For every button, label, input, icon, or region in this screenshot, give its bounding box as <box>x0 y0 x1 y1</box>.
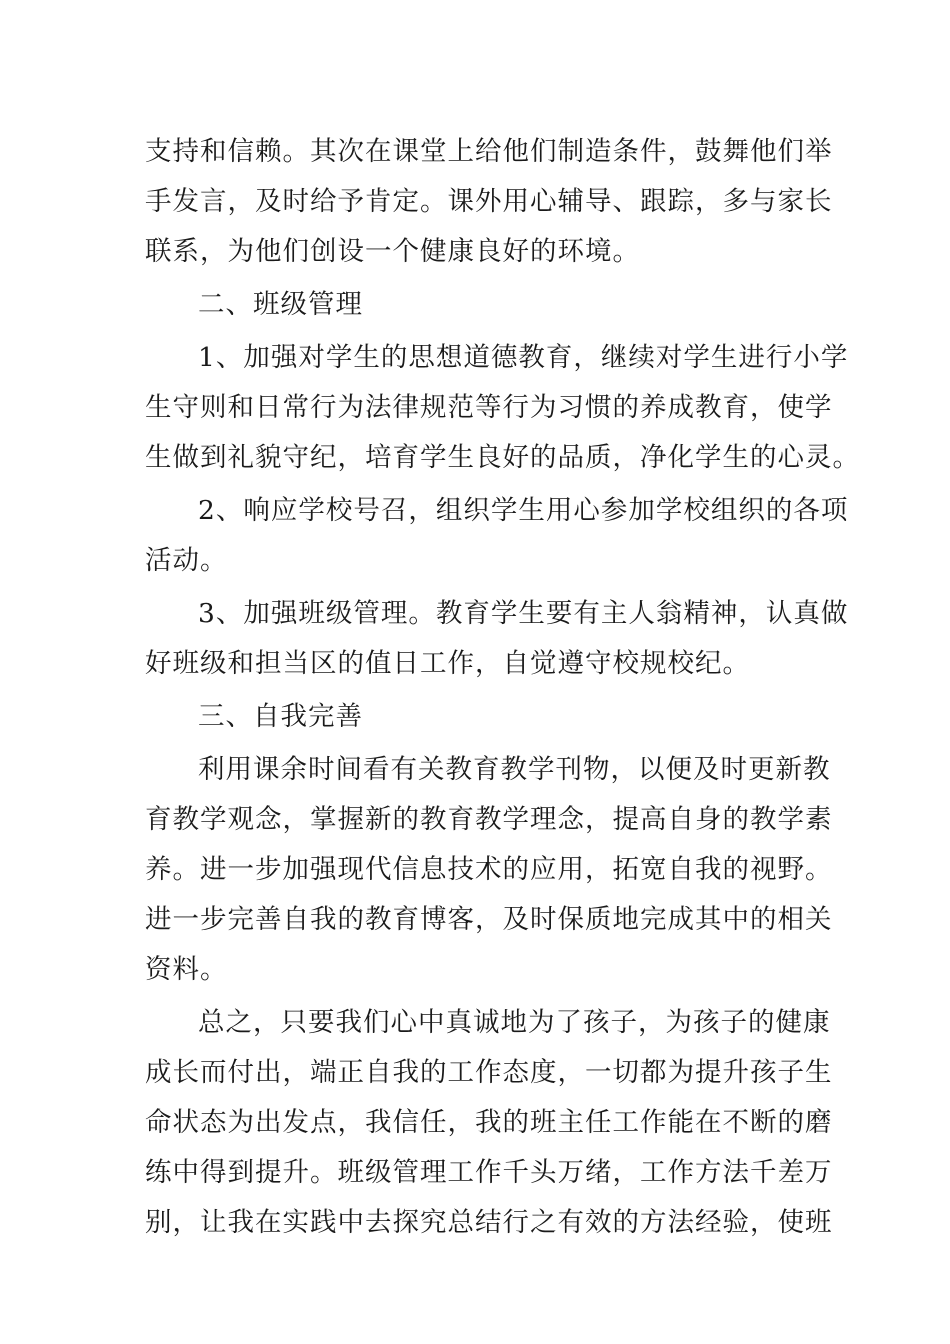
paragraph <box>145 589 849 689</box>
text-line: 生做到礼貌守纪，培育学生良好的品质，净化学生的心灵。 <box>145 442 860 473</box>
paragraph <box>145 998 833 1248</box>
text-line: 手发言，及时给予肯定。课外用心辅导、跟踪，多与家长 <box>145 186 833 217</box>
text-line: 三、自我完善 <box>198 701 363 732</box>
text-line: 利用课余时间看有关教育教学刊物，以便及时更新教 <box>198 754 831 785</box>
section-heading <box>145 692 807 742</box>
text-line: 命状态为出发点，我信任，我的班主任工作能在不断的磨 <box>145 1107 833 1138</box>
text-line: 练中得到提升。班级管理工作千头万绪，工作方法千差万 <box>145 1157 833 1188</box>
text-line: 育教学观念，掌握新的教育教学理念，提高自身的教学素 <box>145 804 833 835</box>
text-line: 成长而付出，端正自我的工作态度，一切都为提升孩子生 <box>145 1057 833 1088</box>
text-line: 总之，只要我们心中真诚地为了孩子，为孩子的健康 <box>198 1007 831 1038</box>
text-line: 2、响应学校号召，组织学生用心参加学校组织的各项 <box>198 495 849 526</box>
text-line: 二、班级管理 <box>198 289 363 320</box>
text-line: 进一步完善自我的教育博客，及时保质地完成其中的相关 <box>145 904 833 935</box>
text-line: 生守则和日常行为法律规范等行为习惯的养成教育，使学 <box>145 392 833 423</box>
text-line: 养。进一步加强现代信息技术的应用，拓宽自我的视野。 <box>145 854 833 885</box>
text-line: 资料。 <box>145 954 228 985</box>
text-line: 3、加强班级管理。教育学生要有主人翁精神，认真做 <box>198 598 849 629</box>
document-body <box>145 127 860 1251</box>
text-line: 好班级和担当区的值日工作，自觉遵守校规校纪。 <box>145 648 750 679</box>
text-line: 活动。 <box>145 545 228 576</box>
paragraph <box>145 127 833 277</box>
section-heading <box>145 280 807 330</box>
text-line: 别，让我在实践中去探究总结行之有效的方法经验，使班 <box>145 1207 833 1238</box>
paragraph <box>145 333 860 483</box>
text-line: 联系，为他们创设一个健康良好的环境。 <box>145 236 640 267</box>
text-line: 支持和信赖。其次在课堂上给他们制造条件，鼓舞他们举 <box>145 136 833 167</box>
paragraph <box>145 486 849 586</box>
paragraph <box>145 745 833 995</box>
text-line: 1、加强对学生的思想道德教育，继续对学生进行小学 <box>198 342 849 373</box>
